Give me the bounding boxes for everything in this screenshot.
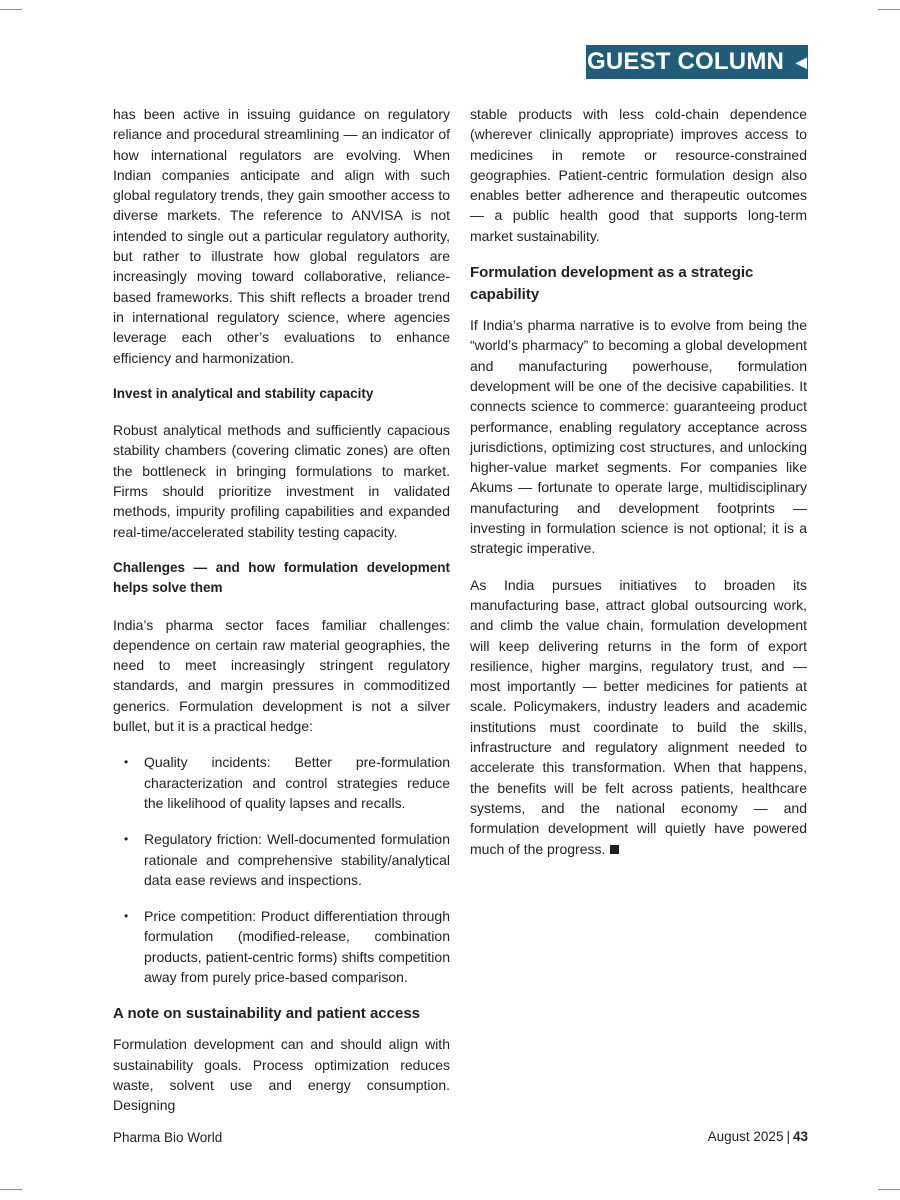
strategic-heading: Formulation development as a strategic capability [470, 264, 754, 304]
page-number: 43 [792, 1129, 808, 1144]
triangle-left-icon: ◀ [796, 53, 808, 70]
issue-date: August 2025 [707, 1129, 784, 1144]
footer-separator: | [786, 1129, 790, 1144]
guest-column-banner [586, 45, 808, 79]
bullet-list [113, 752, 450, 987]
challenges-paragraph: India’s pharma sector faces familiar challenges: dependence on certain raw material geographies, the need to meet increasingly stringent regulatory standards, and margin pressures in commoditized generics. Formulation development is not a silver bullet, but it is a practical hedge: [113, 616, 450, 735]
bullet-text: Regulatory friction: Well-documented formulation rationale and comprehensive stability/analytical data ease reviews and inspections. [144, 831, 450, 888]
sustainability-heading: A note on sustainability and patient access [113, 1005, 421, 1023]
intro-paragraph: has been active in issuing guidance on regulatory reliance and procedural streamlining — an indicator of how international regulators are evolving. When Indian companies anticipate and align with such global regulatory trends, they gain smoother access to diverse markets. The reference to ANVISA is not intended to single out a particular regulatory authority, but rather to illustrate how global regulators are increasingly moving toward collaborative, reliance-based frameworks. This shift reflects a broader trend in international regulatory science, where agencies leverage each other’s evaluations to enhance efficiency and harmonization. [113, 106, 450, 366]
bullet-text: Quality incidents: Better pre-formulation characterization and control strategies reduce the likelihood of quality lapses and recalls. [144, 754, 450, 811]
page-footer [708, 1129, 808, 1144]
analytical-heading: Invest in analytical and stability capacity [113, 385, 374, 401]
crop-mark [0, 9, 22, 10]
analytical-paragraph: Robust analytical methods and sufficiently capacious stability chambers (covering climatic zones) are often the bottleneck in bringing formulations to market. Firms should prioritize investment in validated methods, impurity profiling capabilities and expanded real-time/accelerated stability testing capacity. [113, 422, 450, 540]
list-item [113, 906, 450, 987]
bullet-text: Price competition: Product differentiation through formulation (modified-release, combination products, patient-centric forms) shifts competition away from purely price-based comparison. [144, 908, 450, 985]
crop-mark [878, 1189, 900, 1190]
bullet-icon: • [124, 832, 129, 847]
list-item [113, 829, 450, 890]
bullet-icon: • [124, 755, 129, 770]
crop-mark [0, 1189, 22, 1190]
strategic-paragraph: If India’s pharma narrative is to evolve from being the “world’s pharmacy” to becoming a global development and manufacturing powerhouse, formulation development will be one of the decisive capabilities. It connects science to commerce: guaranteeing product performance, enabling regulatory acceptance across jurisdictions, optimizing cost structures, and unlocking higher-value market segments. For companies like Akums — fortunate to operate large, multidisciplinary manufacturing and development footprints — investing in formulation science is not optional; it is a strategic imperative. [470, 317, 807, 557]
black-square-icon [610, 845, 619, 854]
continuation-paragraph: stable products with less cold-chain dependence (wherever clinically appropriate) improves access to medicines in remote or resource-constrained geographies. Patient-centric formulation design also enables better adherence and therapeutic outcomes — a public health good that supports long-term market sustainability. [470, 106, 807, 244]
list-item [113, 752, 450, 813]
sustainability-paragraph: Formulation development can and should align with sustainability goals. Process optimization reduces waste, solvent use and energy consumption. Designing [113, 1036, 450, 1114]
closing-text: As India pursues initiatives to broaden its manufacturing base, attract global outsourcing work, and climb the value chain, formulation development will keep delivering returns in the form of export resilience, higher margins, regulatory trust, and — most importantly — better medicines for patients at scale. Policymakers, industry leaders and academic institutions must coordinate to build the skills, infrastructure and regulatory alignment needed to accelerate this transformation. When that happens, the benefits will be felt across patients, healthcare systems, and the national economy — and formulation development will quietly have powered much of the progress. [470, 576, 807, 857]
right-column [470, 104, 807, 859]
publication-name: Pharma Bio World [113, 1130, 223, 1145]
section-label: GUEST COLUMN [586, 48, 785, 75]
left-column [113, 104, 450, 1115]
closing-paragraph [470, 575, 807, 859]
challenges-heading: Challenges — and how formulation development helps solve them [113, 559, 450, 596]
bullet-icon: • [124, 909, 129, 924]
crop-mark [878, 9, 900, 10]
